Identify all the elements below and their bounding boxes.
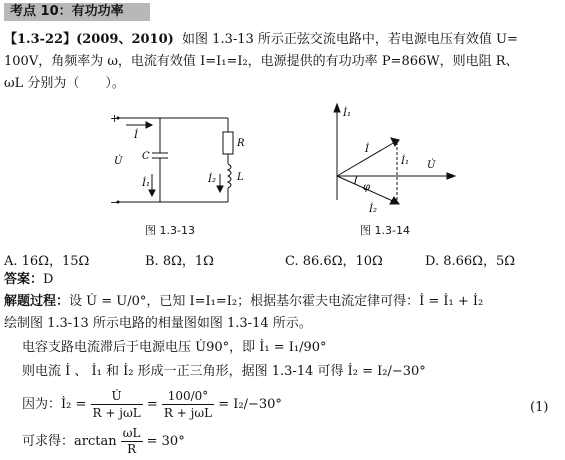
option-b: B. 8Ω，1Ω (145, 254, 214, 269)
final-den: R (127, 442, 137, 456)
solution-line-4: 则电流 İ 、 İ₁ 和 İ₂ 形成一正三角形，据图 1.3-14 可得 İ₂ = I₂/−30° (22, 364, 426, 379)
phasor-ih-label: İ₁ (401, 156, 409, 167)
circuit-diagram (100, 100, 260, 230)
fraction-2 (162, 388, 214, 421)
phasor-i2-label: İ₂ (369, 204, 377, 215)
answer-label: 答案： (4, 272, 44, 287)
figure-14-caption: 图 1.3-14 (360, 224, 410, 237)
final-equation (22, 426, 185, 457)
fraction-1 (91, 388, 143, 421)
phasor-i1-label: İ₁ (343, 108, 351, 119)
solution-label: 解题过程： (4, 294, 70, 309)
inductor-label: L (237, 172, 244, 183)
equation-number: (1) (530, 400, 549, 415)
question-line-3: ωL 分别为（ ）。 (4, 76, 125, 91)
question-years: (2009、2010) (76, 32, 174, 47)
equals-sign: = (146, 397, 158, 412)
resistor-label: R (237, 138, 245, 149)
phasor-i-label: İ (365, 144, 369, 155)
phasor-u-label: U̇ (427, 160, 436, 171)
final-label: 可求得：arctan (22, 434, 117, 449)
fraction-2-num: 100/0° (162, 388, 214, 405)
final-result: = 30° (146, 434, 185, 449)
because-result: = I₂/−30° (218, 397, 282, 412)
section-banner: 考点 10：有功功率 (4, 3, 150, 21)
option-c: C. 86.6Ω，10Ω (285, 254, 383, 269)
question-line-2: 100V，角频率为 ω，电流有效值 I=I₁=I₂，电源提供的有功功率 P=866W，则电阻 R、 (4, 54, 519, 69)
answer-value: D (43, 272, 54, 287)
because-label: 因为：İ₂ = (22, 397, 87, 412)
fraction-1-den: R + jωL (92, 406, 141, 420)
answer-line (4, 270, 53, 290)
phasor-diagram (315, 98, 475, 218)
option-d: D. 8.66Ω，5Ω (425, 254, 515, 269)
phasor-phi-label: φ (363, 182, 371, 193)
solution-line-1 (4, 292, 483, 312)
plus-label: + (110, 112, 120, 125)
voltage-u-label: U̇ (114, 156, 123, 167)
solution-line-2: 绘制图 1.3-13 所示电路的相量图如图 1.3-14 所示。 (4, 316, 312, 331)
fraction-2-den: R + jωL (163, 406, 213, 420)
question-id: 【1.3-22】 (4, 32, 77, 47)
fraction-1-num: U̇ (91, 388, 143, 405)
solution-line-3: 电容支路电流滞后于电源电压 U̇90°，即 İ₁ = I₁/90° (22, 340, 327, 355)
figure-13-caption: 图 1.3-13 (145, 224, 195, 237)
final-fraction (121, 426, 143, 457)
because-equation (22, 388, 282, 421)
question-line-1 (4, 30, 518, 50)
final-num: ωL (122, 426, 141, 440)
minus-label: − (110, 196, 120, 209)
capacitor-label: C (142, 151, 150, 162)
current-i-label: İ (134, 130, 138, 141)
question-text-1: 如图 1.3-13 所示正弦交流电路中，若电源电压有效值 U= (182, 32, 518, 47)
option-a: A. 16Ω，15Ω (4, 254, 90, 269)
current-i2-label: İ₂ (208, 174, 216, 185)
solution-text-1: 设 U̇ = U/0°，已知 I=I₁=I₂；根据基尔霍夫电流定律可得：İ = İ₁ + İ₂ (69, 294, 484, 309)
current-i1-label: İ₁ (142, 178, 150, 189)
